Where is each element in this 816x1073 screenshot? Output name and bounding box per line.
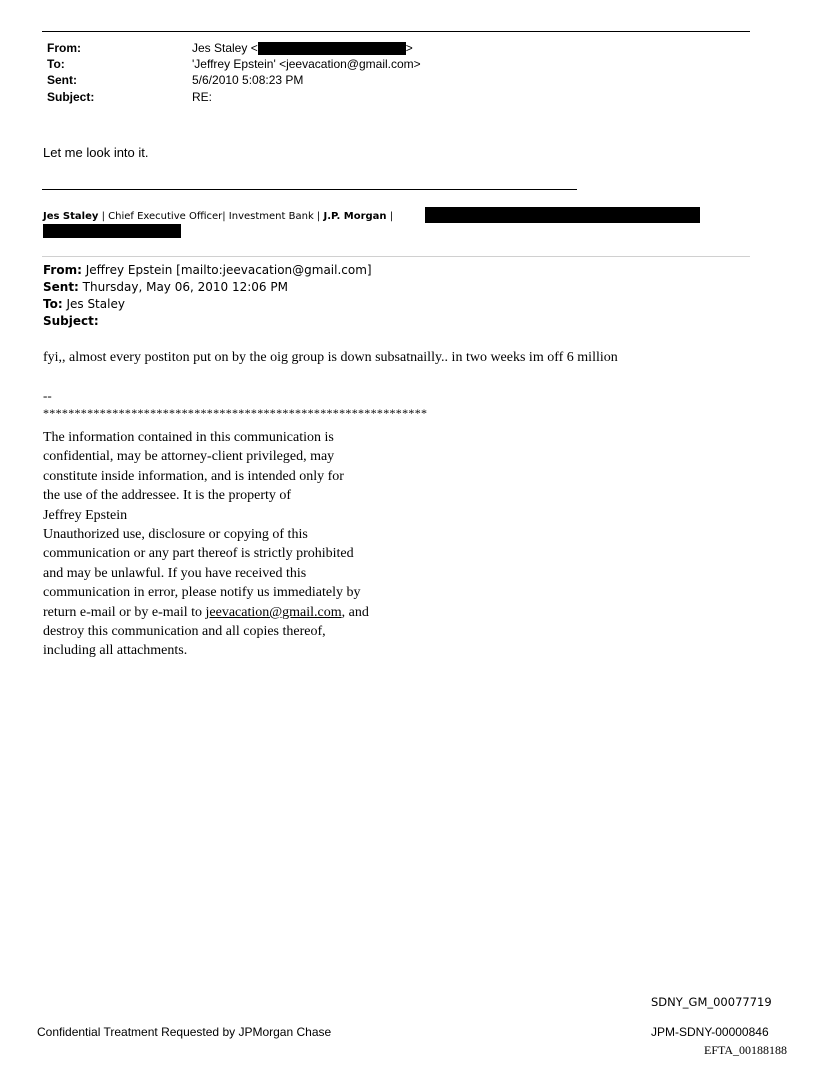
forward-to-label: To: [43, 297, 63, 311]
forward-subject [43, 313, 99, 330]
signature-separator: | [386, 211, 394, 222]
redaction-block [425, 207, 700, 223]
disclaimer-line: the use of the addressee. It is the property of [43, 488, 292, 504]
disclaimer-line: confidential, may be attorney-client privileged, may [43, 449, 335, 465]
asterisk-line: ************************************************************* [43, 406, 428, 420]
forward-rule [42, 256, 750, 257]
forward-to [43, 296, 125, 313]
disclaimer-line [43, 603, 463, 622]
email-link[interactable]: jeevacation@gmail.com [205, 604, 342, 620]
forward-subject-label: Subject: [43, 314, 99, 328]
to-value: 'Jeffrey Epstein' <jeevacation@gmail.com> [192, 57, 421, 71]
forward-from [43, 262, 372, 279]
disclaimer-line: destroy this communication and all copies thereof, [43, 624, 326, 640]
signature-dashes: -- [43, 388, 52, 403]
disclaimer-text: return e-mail or by e-mail to [43, 604, 206, 620]
disclaimer-line: communication in error, please notify us immediately by [43, 585, 361, 601]
confidential-notice: Confidential Treatment Requested by JPMorgan Chase [37, 1025, 332, 1039]
forward-sent-value: Thursday, May 06, 2010 12:06 PM [78, 280, 288, 294]
disclaimer-line: The information contained in this communication is [43, 430, 334, 445]
subject-value: RE: [192, 90, 213, 104]
forward-body: fyi,, almost every postiton put on by the oig group is down subsatnailly.. in two weeks im off 6 million [43, 350, 618, 365]
subject-label: Subject: [47, 90, 95, 104]
disclaimer-line: Jeffrey Epstein [43, 507, 128, 523]
disclaimer-line: including all attachments. [43, 643, 188, 659]
to-label: To: [47, 57, 65, 71]
disclaimer-line: constitute inside information, and is intended only for [43, 468, 344, 484]
forward-from-value: Jeffrey Epstein [mailto:jeevacation@gmail.com] [81, 263, 372, 277]
redaction-block [43, 224, 181, 238]
sent-label: Sent: [47, 73, 77, 87]
disclaimer-line: communication or any part thereof is strictly prohibited [43, 546, 354, 562]
from-value [192, 41, 413, 56]
top-rule [42, 31, 750, 32]
redaction-block [258, 42, 406, 55]
sent-value: 5/6/2010 5:08:23 PM [192, 73, 304, 87]
from-bracket: > [405, 41, 413, 55]
forward-from-label: From: [43, 263, 82, 277]
disclaimer [43, 428, 463, 661]
disclaimer-line: Unauthorized use, disclosure or copying of this [43, 527, 308, 543]
signature [43, 210, 393, 223]
from-sender: Jes Staley < [192, 41, 258, 55]
forward-sent-label: Sent: [43, 280, 79, 294]
forward-sent [43, 279, 288, 296]
signature-title: | Chief Executive Officer| Investment Bank | [98, 211, 324, 222]
disclaimer-line: and may be unlawful. If you have received this [43, 565, 307, 581]
bates-gm: SDNY_GM_00077719 [651, 995, 772, 1009]
signature-name: Jes Staley [43, 211, 99, 222]
reply-body: Let me look into it. [43, 145, 149, 160]
forward-to-value: Jes Staley [62, 297, 125, 311]
signature-company: J.P. Morgan [323, 211, 387, 222]
from-label: From: [47, 41, 81, 55]
efta-number: EFTA_00188188 [704, 1043, 788, 1057]
disclaimer-text: , and [341, 604, 369, 620]
bates-jpm: JPM-SDNY-00000846 [651, 1025, 769, 1039]
signature-rule [42, 189, 577, 190]
